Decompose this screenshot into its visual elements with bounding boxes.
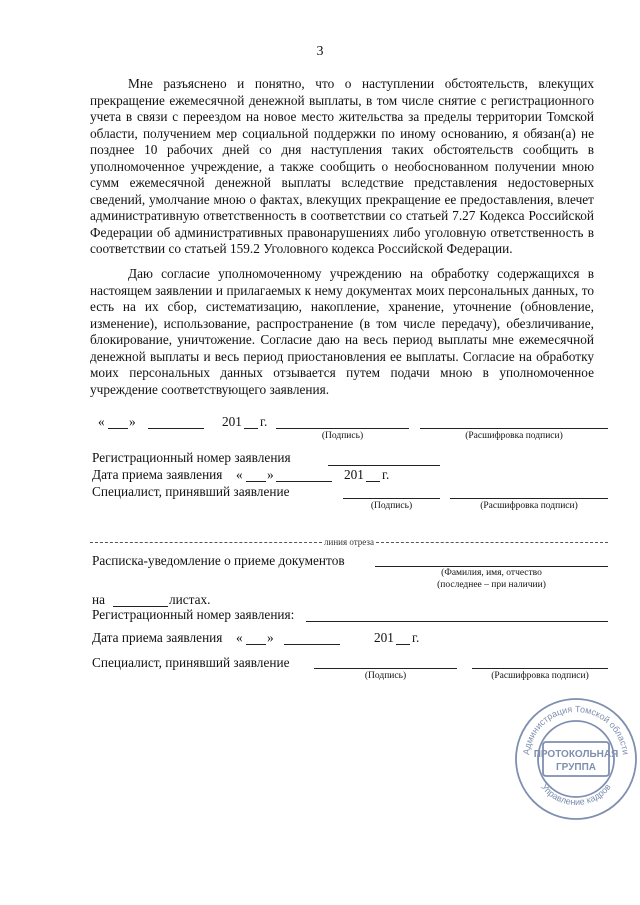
receipt-month-field[interactable] <box>284 644 340 645</box>
receipt-day-field[interactable] <box>246 644 266 645</box>
consent-paragraph <box>90 266 594 398</box>
decryption-caption: (Расшифровка подписи) <box>491 671 589 681</box>
year-suffix: г. <box>412 630 420 645</box>
stamp-center-line-1: ПРОТОКОЛЬНАЯ <box>533 749 619 760</box>
liability-paragraph <box>90 76 594 258</box>
year-suffix: г. <box>260 414 268 429</box>
stamp-center-line-2: ГРУППА <box>555 762 597 773</box>
receipt-signature-field[interactable] <box>314 668 457 669</box>
month-field[interactable] <box>148 428 204 429</box>
day-field[interactable] <box>108 428 128 429</box>
quote-close: » <box>267 630 274 645</box>
quote-close: » <box>267 467 274 482</box>
reg-day-field[interactable] <box>246 481 266 482</box>
signature-caption: (Подпись) <box>370 501 413 511</box>
year-prefix: 201 <box>344 467 364 482</box>
reg-signature-field[interactable] <box>343 498 440 499</box>
page-number: 3 <box>316 44 324 59</box>
name-caption: (Фамилия, имя, отчество <box>441 568 542 578</box>
reg-specialist-label: Специалист, принявший заявление <box>92 484 290 499</box>
receipt-decryption-field[interactable] <box>472 668 608 669</box>
decryption-field[interactable] <box>420 428 608 429</box>
signature-caption: (Подпись) <box>321 431 364 441</box>
decryption-caption: (Расшифровка подписи) <box>480 501 578 511</box>
cut-line <box>90 537 608 547</box>
reg-number-label: Регистрационный номер заявления <box>92 450 291 465</box>
decryption-caption: (Расшифровка подписи) <box>465 431 563 441</box>
sheets-suffix: листах. <box>169 592 211 607</box>
year-prefix: 201 <box>222 414 242 429</box>
receipt-name-field[interactable] <box>375 566 608 567</box>
receipt-specialist-label: Специалист, принявший заявление <box>92 655 290 670</box>
receipt-title: Расписка-уведомление о приеме документов <box>92 553 345 568</box>
sheets-prefix: на <box>92 592 106 607</box>
reg-number-field[interactable] <box>328 465 440 466</box>
reg-month-field[interactable] <box>276 481 332 482</box>
quote-open: « <box>98 414 105 429</box>
cut-line-label: линия отреза <box>324 537 374 547</box>
receipt-reg-number-field[interactable] <box>306 621 608 622</box>
paragraph-text: Даю согласие уполномоченному учреждению на обработку содержащихся в настоящем заявлении и прилагаемых к нему документах моих персональных данных, то есть на их сбор, систематизацию, накопление, хранение, уточнение (обновление, изменение), использование, распространение (в том числе передачу), обезличивание, блокирование, уничтожение. Согласие даю на весь период выплаты мне ежемесячной денежной выплаты и весь период приостановления ее выплаты. Согласие на обработку моих персональных данных отзывается путем подачи мною в уполномоченное учреждение соответствующего заявления. <box>90 266 594 397</box>
year-suffix: г. <box>382 467 390 482</box>
reg-decryption-field[interactable] <box>450 498 608 499</box>
stamp-outer-text-bottom: Управление кадров <box>539 781 613 808</box>
reg-date-label: Дата приема заявления <box>92 467 223 482</box>
signature-field[interactable] <box>276 428 409 429</box>
year-field[interactable] <box>244 428 258 429</box>
organization-stamp <box>513 696 639 822</box>
paragraph-text: Мне разъяснено и понятно, что о наступлении обстоятельств, влекущих прекращение ежемесячной денежной выплаты, в том числе снятие с регистрационного учета в связи с переездом на новое место жительства за пределы территории Томской области, получением мер социальной поддержки по иному основанию, я обязан(а) не позднее 10 рабочих дней со дня наступления таких обстоятельств сообщить в уполномоченное учреждение, а также сообщить о необоснованном получении мною сумм ежемесячной денежной выплаты вследствие представления недостоверных сведений, умолчание мною о фактах, влекущих прекращение ее предоставления, влечет административную ответственность в соответствии со статьей 7.27 Кодекса Российской Федерации об административных правонарушениях либо уголовную ответственность в соответствии со статьей 159.2 Уголовного кодекса Российской Федерации. <box>90 76 594 256</box>
receipt-year-field[interactable] <box>396 644 410 645</box>
quote-close: » <box>129 414 136 429</box>
stamp-outer-text-top: Администрация Томской области <box>521 703 631 756</box>
signature-caption: (Подпись) <box>364 671 407 681</box>
receipt-reg-number-label: Регистрационный номер заявления: <box>92 607 295 622</box>
cut-line-dashes <box>90 542 322 543</box>
reg-year-field[interactable] <box>366 481 380 482</box>
name-caption-note: (последнее – при наличии) <box>437 580 546 590</box>
year-prefix: 201 <box>374 630 394 645</box>
quote-open: « <box>236 467 243 482</box>
quote-open: « <box>236 630 243 645</box>
receipt-date-label: Дата приема заявления <box>92 630 223 645</box>
cut-line-dashes <box>376 542 608 543</box>
